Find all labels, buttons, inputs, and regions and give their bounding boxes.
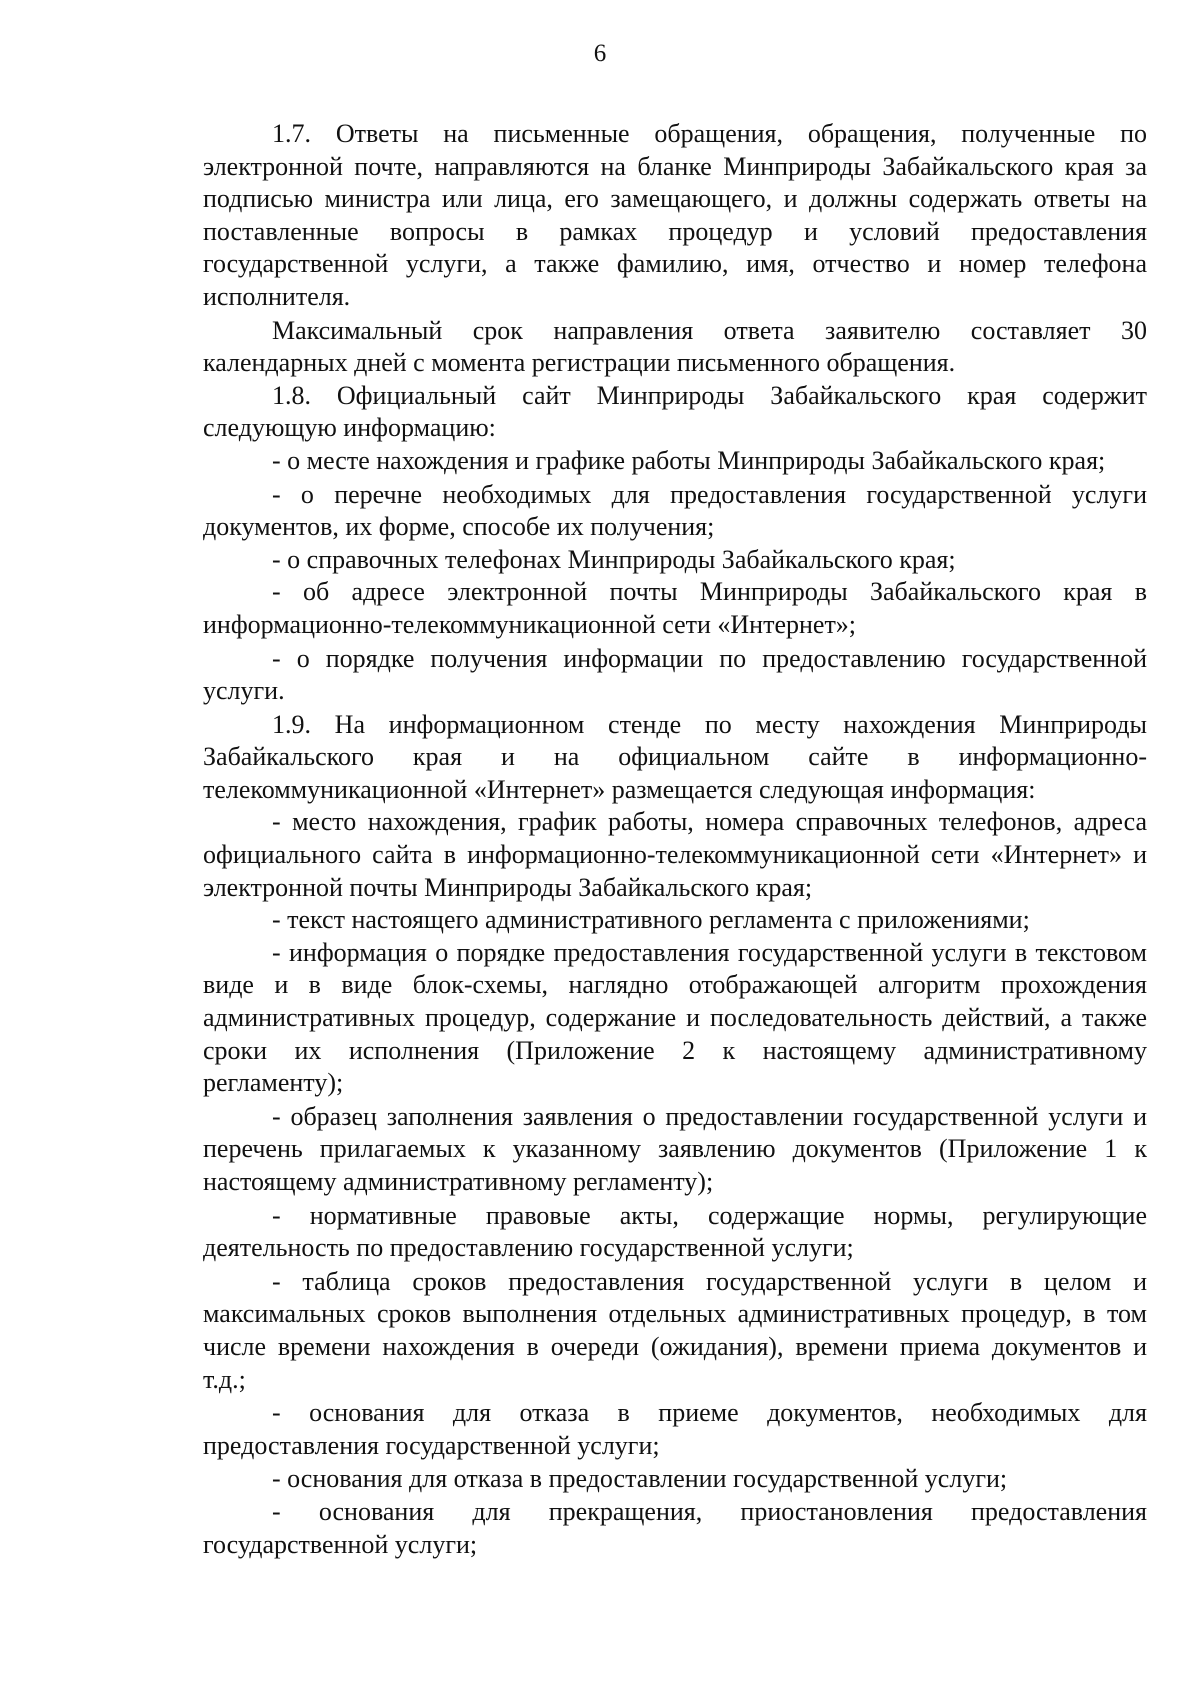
list-item: - образец заполнения заявления о предоставлении государственной услуги и перечень прилагаемых к указанному заявлению документов (Приложение 1 к настоящему административному регламенту); — [203, 1101, 1147, 1196]
list-item: - о справочных телефонах Минприроды Забайкальского края; — [272, 544, 956, 574]
list-item: - о месте нахождения и графике работы Минприроды Забайкальского края; — [272, 445, 1106, 475]
list-item: - о перечне необходимых для предоставления государственной услуги документов, их форме, способе их получения; — [203, 479, 1147, 542]
list-item: - таблица сроков предоставления государственной услуги в целом и максимальных сроков выполнения отдельных административных процедур, в том числе времени нахождения в очереди (ожидания), времени приема документов и т.д.; — [203, 1266, 1147, 1394]
list-item: - нормативные правовые акты, содержащие нормы, регулирующие деятельность по предоставлению государственной услуги; — [203, 1200, 1147, 1263]
list-item: - место нахождения, график работы, номера справочных телефонов, адреса официального сайта в информационно-телекоммуникационной сети «Интернет» и электронной почты Минприроды Забайкальского края; — [203, 807, 1147, 902]
document-body — [203, 118, 1147, 1561]
paragraph-1-8: 1.8. Официальный сайт Минприроды Забайкальского края содержит следующую информацию: — [203, 380, 1147, 443]
paragraph-1-9: 1.9. На информационном стенде по месту нахождения Минприроды Забайкальского края и на официальном сайте в информационно-телекоммуникационной «Интернет» размещается следующая информация: — [203, 709, 1147, 804]
list-item: - информация о порядке предоставления государственной услуги в текстовом виде и в виде блок-схемы, наглядно отображающей алгоритм прохождения административных процедур, содержание и последовательность действий, а также сроки их исполнения (Приложение 2 к настоящему административному регламенту); — [203, 937, 1147, 1098]
list-item: - текст настоящего административного регламента с приложениями; — [272, 905, 1030, 935]
paragraph-max-term: Максимальный срок направления ответа заявителю составляет 30 календарных дней с момента регистрации письменного обращения. — [203, 315, 1147, 378]
list-item: - об адресе электронной почты Минприроды Забайкальского края в информационно-телекоммуникационной сети «Интернет»; — [203, 577, 1147, 639]
list-item: - основания для отказа в приеме документов, необходимых для предоставления государственной услуги; — [203, 1398, 1147, 1460]
list-item: - основания для прекращения, приостановления предоставления государственной услуги; — [203, 1496, 1147, 1559]
list-item: - о порядке получения информации по предоставлению государственной услуги. — [203, 643, 1147, 706]
page-number: 6 — [593, 40, 607, 67]
paragraph-1-7: 1.7. Ответы на письменные обращения, обращения, полученные по электронной почте, направляются на бланке Минприроды Забайкальского края за подписью министра или лица, его замещающего, и должны содержать ответы на поставленные вопросы в рамках процедур и условий предоставления государственной услуги, а также фамилию, имя, отчество и номер телефона исполнителя. — [203, 119, 1147, 311]
list-item: - основания для отказа в предоставлении государственной услуги; — [272, 1464, 1008, 1494]
